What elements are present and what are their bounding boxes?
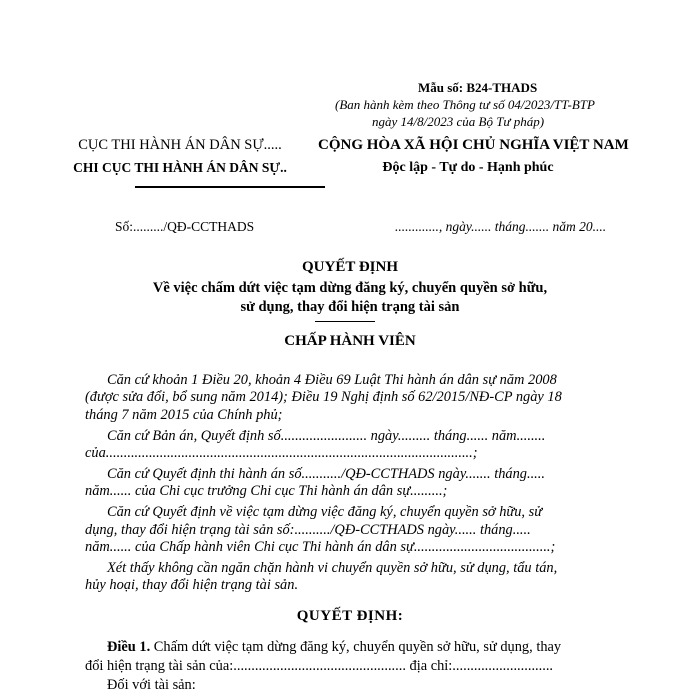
document-number: Số:........./QĐ-CCTHADS (115, 219, 255, 234)
basis-line: của......................................................................................................; (85, 445, 478, 462)
national-motto: Độc lập - Tự do - Hạnh phúc (382, 160, 554, 175)
basis-line: năm...... của Chấp hành viên Chi cục Thi hành án dân sự......................................; (85, 539, 556, 556)
document-subtitle-line-1: Về việc chấm dứt việc tạm dừng đăng ký, chuyển quyền sở hữu, (152, 280, 548, 296)
decision-heading: QUYẾT ĐỊNH: (296, 608, 404, 624)
article-1-label: Điều 1. (107, 639, 151, 655)
basis-line: Căn cứ khoản 1 Điều 20, khoản 4 Điều 69 Luật Thi hành án dân sự năm 2008 (107, 372, 557, 388)
article-1-text: Chấm dứt việc tạm dừng đăng ký, chuyển quyền sở hữu, sử dụng, thay (150, 639, 562, 655)
basis-line: hủy hoại, thay đổi hiện trạng tài sản. (85, 577, 299, 594)
agency-name: CỤC THI HÀNH ÁN DÂN SỰ..... (78, 137, 282, 153)
agency-divider (135, 186, 325, 188)
document-title: QUYẾT ĐỊNH (302, 259, 398, 275)
document-date: ............., ngày...... tháng....... năm 20.... (395, 219, 607, 234)
form-note-line-2: ngày 14/8/2023 của Bộ Tư pháp) (372, 114, 545, 129)
document-subtitle-line-2: sử dụng, thay đổi hiện trạng tài sản (240, 299, 460, 315)
basis-line: (được sửa đổi, bổ sung năm 2014); Điều 19 Nghị định số 62/2015/NĐ-CP ngày 18 (85, 389, 562, 406)
basis-line: tháng 7 năm 2015 của Chính phủ; (85, 406, 283, 423)
asset-line: Đối với tài sản: (107, 677, 196, 693)
sub-agency-name: CHI CỤC THI HÀNH ÁN DÂN SỰ.. (73, 160, 287, 175)
basis-line: Căn cứ Bản án, Quyết định số........................ ngày......... tháng...... năm........ (107, 427, 546, 444)
basis-line: năm...... của Chi cục trưởng Chi cục Thi hành án dân sự.........; (85, 483, 448, 500)
article-1 (85, 638, 625, 695)
basis-line: Căn cứ Quyết định thi hành án số.........../QĐ-CCTHADS ngày....... tháng..... (107, 465, 545, 482)
basis-line: Xét thấy không cần ngăn chặn hành vi chuyển quyền sở hữu, sử dụng, tẩu tán, (107, 559, 558, 576)
title-divider (315, 321, 375, 322)
form-note-line-1: (Ban hành kèm theo Thông tư số 04/2023/TT-BTP (335, 97, 595, 112)
form-number: Mẫu số: B24-THADS (418, 80, 538, 95)
basis-line: dụng, thay đổi hiện trạng tài sản số:........../QĐ-CCTHADS ngày...... tháng..... (85, 521, 531, 538)
officer-heading: CHẤP HÀNH VIÊN (284, 333, 416, 349)
legal-basis-section (85, 372, 620, 595)
basis-line: Căn cứ Quyết định về việc tạm dừng việc đăng ký, chuyển quyền sở hữu, sử (107, 504, 543, 521)
republic-name: CỘNG HÒA XÃ HỘI CHỦ NGHĨA VIỆT NAM (318, 137, 629, 153)
article-1-text-line-2: đổi hiện trạng tài sản của:................................................ địa chỉ:............................ (85, 658, 554, 674)
